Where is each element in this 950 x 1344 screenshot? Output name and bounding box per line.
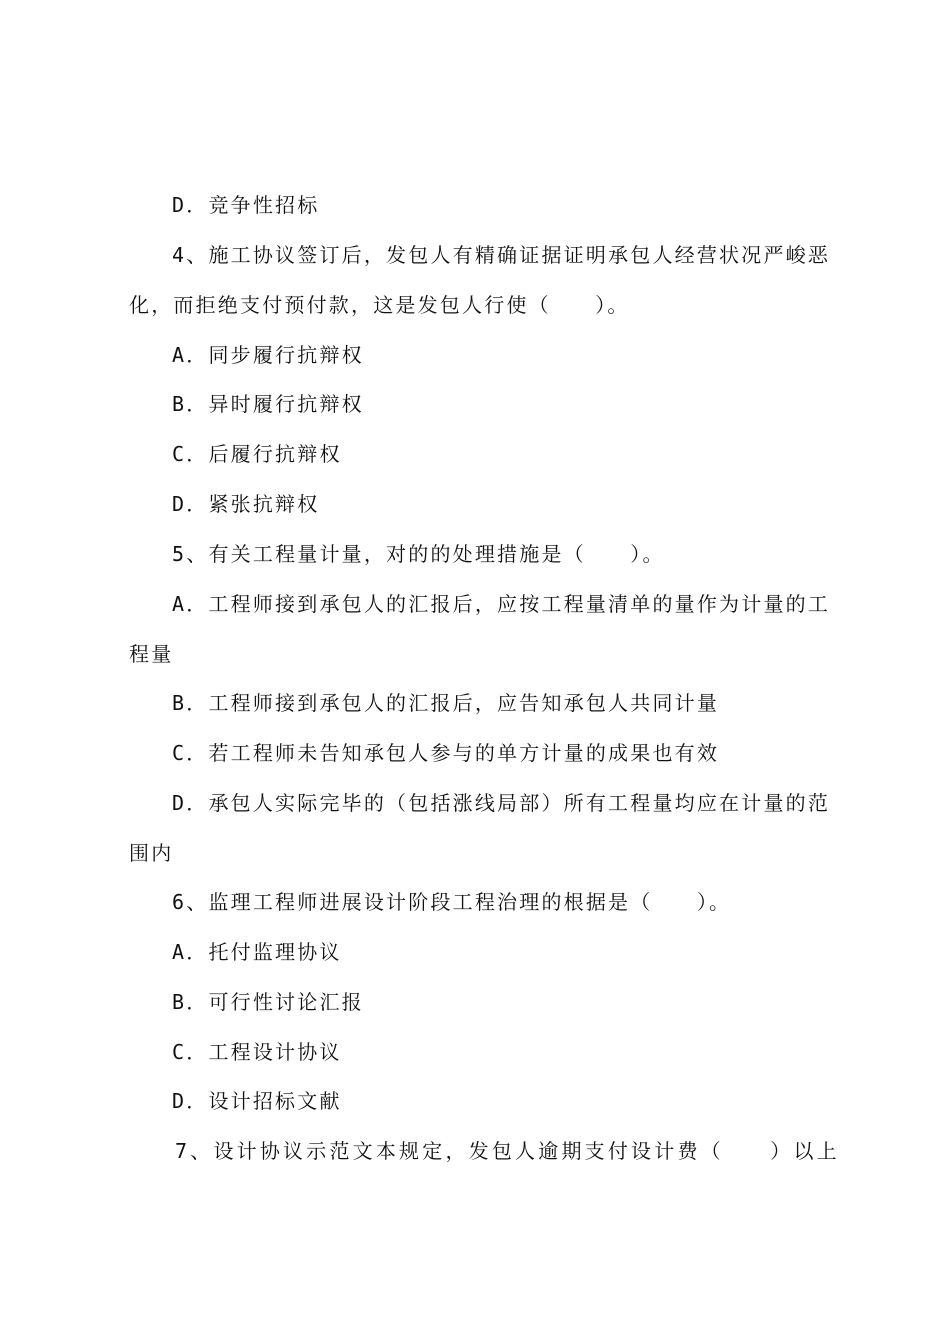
q5-stem: 5、有关工程量计量，对的的处理措施是（ ）。 bbox=[172, 542, 665, 566]
q6-option-c: C．工程设计协议 bbox=[172, 1040, 342, 1064]
q4-option-c: C．后履行抗辩权 bbox=[172, 442, 342, 466]
q3-option-d: D．竞争性招标 bbox=[172, 193, 320, 217]
q5-option-a-line-1: A．工程师接到承包人的汇报后，应按工程量清单的量作为计量的工 bbox=[172, 592, 831, 616]
q5-option-c: C．若工程师未告知承包人参与的单方计量的成果也有效 bbox=[172, 741, 720, 765]
q4-stem-line-2: 化，而拒绝支付预付款，这是发包人行使（ ）。 bbox=[129, 293, 630, 317]
q6-option-a: A．托付监理协议 bbox=[172, 940, 342, 964]
q6-option-d: D．设计招标文献 bbox=[172, 1089, 342, 1113]
q4-option-a: A．同步履行抗辩权 bbox=[172, 343, 364, 367]
q5-option-b: B．工程师接到承包人的汇报后，应告知承包人共同计量 bbox=[172, 691, 720, 715]
q4-option-b: B．异时履行抗辩权 bbox=[172, 392, 364, 416]
q5-option-d-line-2: 围内 bbox=[129, 841, 174, 865]
q4-option-d: D．紧张抗辩权 bbox=[172, 492, 320, 516]
q5-option-d-line-1: D．承包人实际完毕的（包括涨线局部）所有工程量均应在计量的范 bbox=[172, 791, 831, 815]
q7-stem-line-1: 7、设计协议示范文本规定，发包人逾期支付设计费（ ）以上 bbox=[175, 1139, 840, 1163]
q6-option-b: B．可行性讨论汇报 bbox=[172, 990, 364, 1014]
q4-stem-line-1: 4、施工协议签订后，发包人有精确证据证明承包人经营状况严峻恶 bbox=[172, 243, 831, 267]
q6-stem: 6、监理工程师进展设计阶段工程治理的根据是（ ）。 bbox=[172, 890, 732, 914]
q5-option-a-line-2: 程量 bbox=[129, 642, 174, 666]
